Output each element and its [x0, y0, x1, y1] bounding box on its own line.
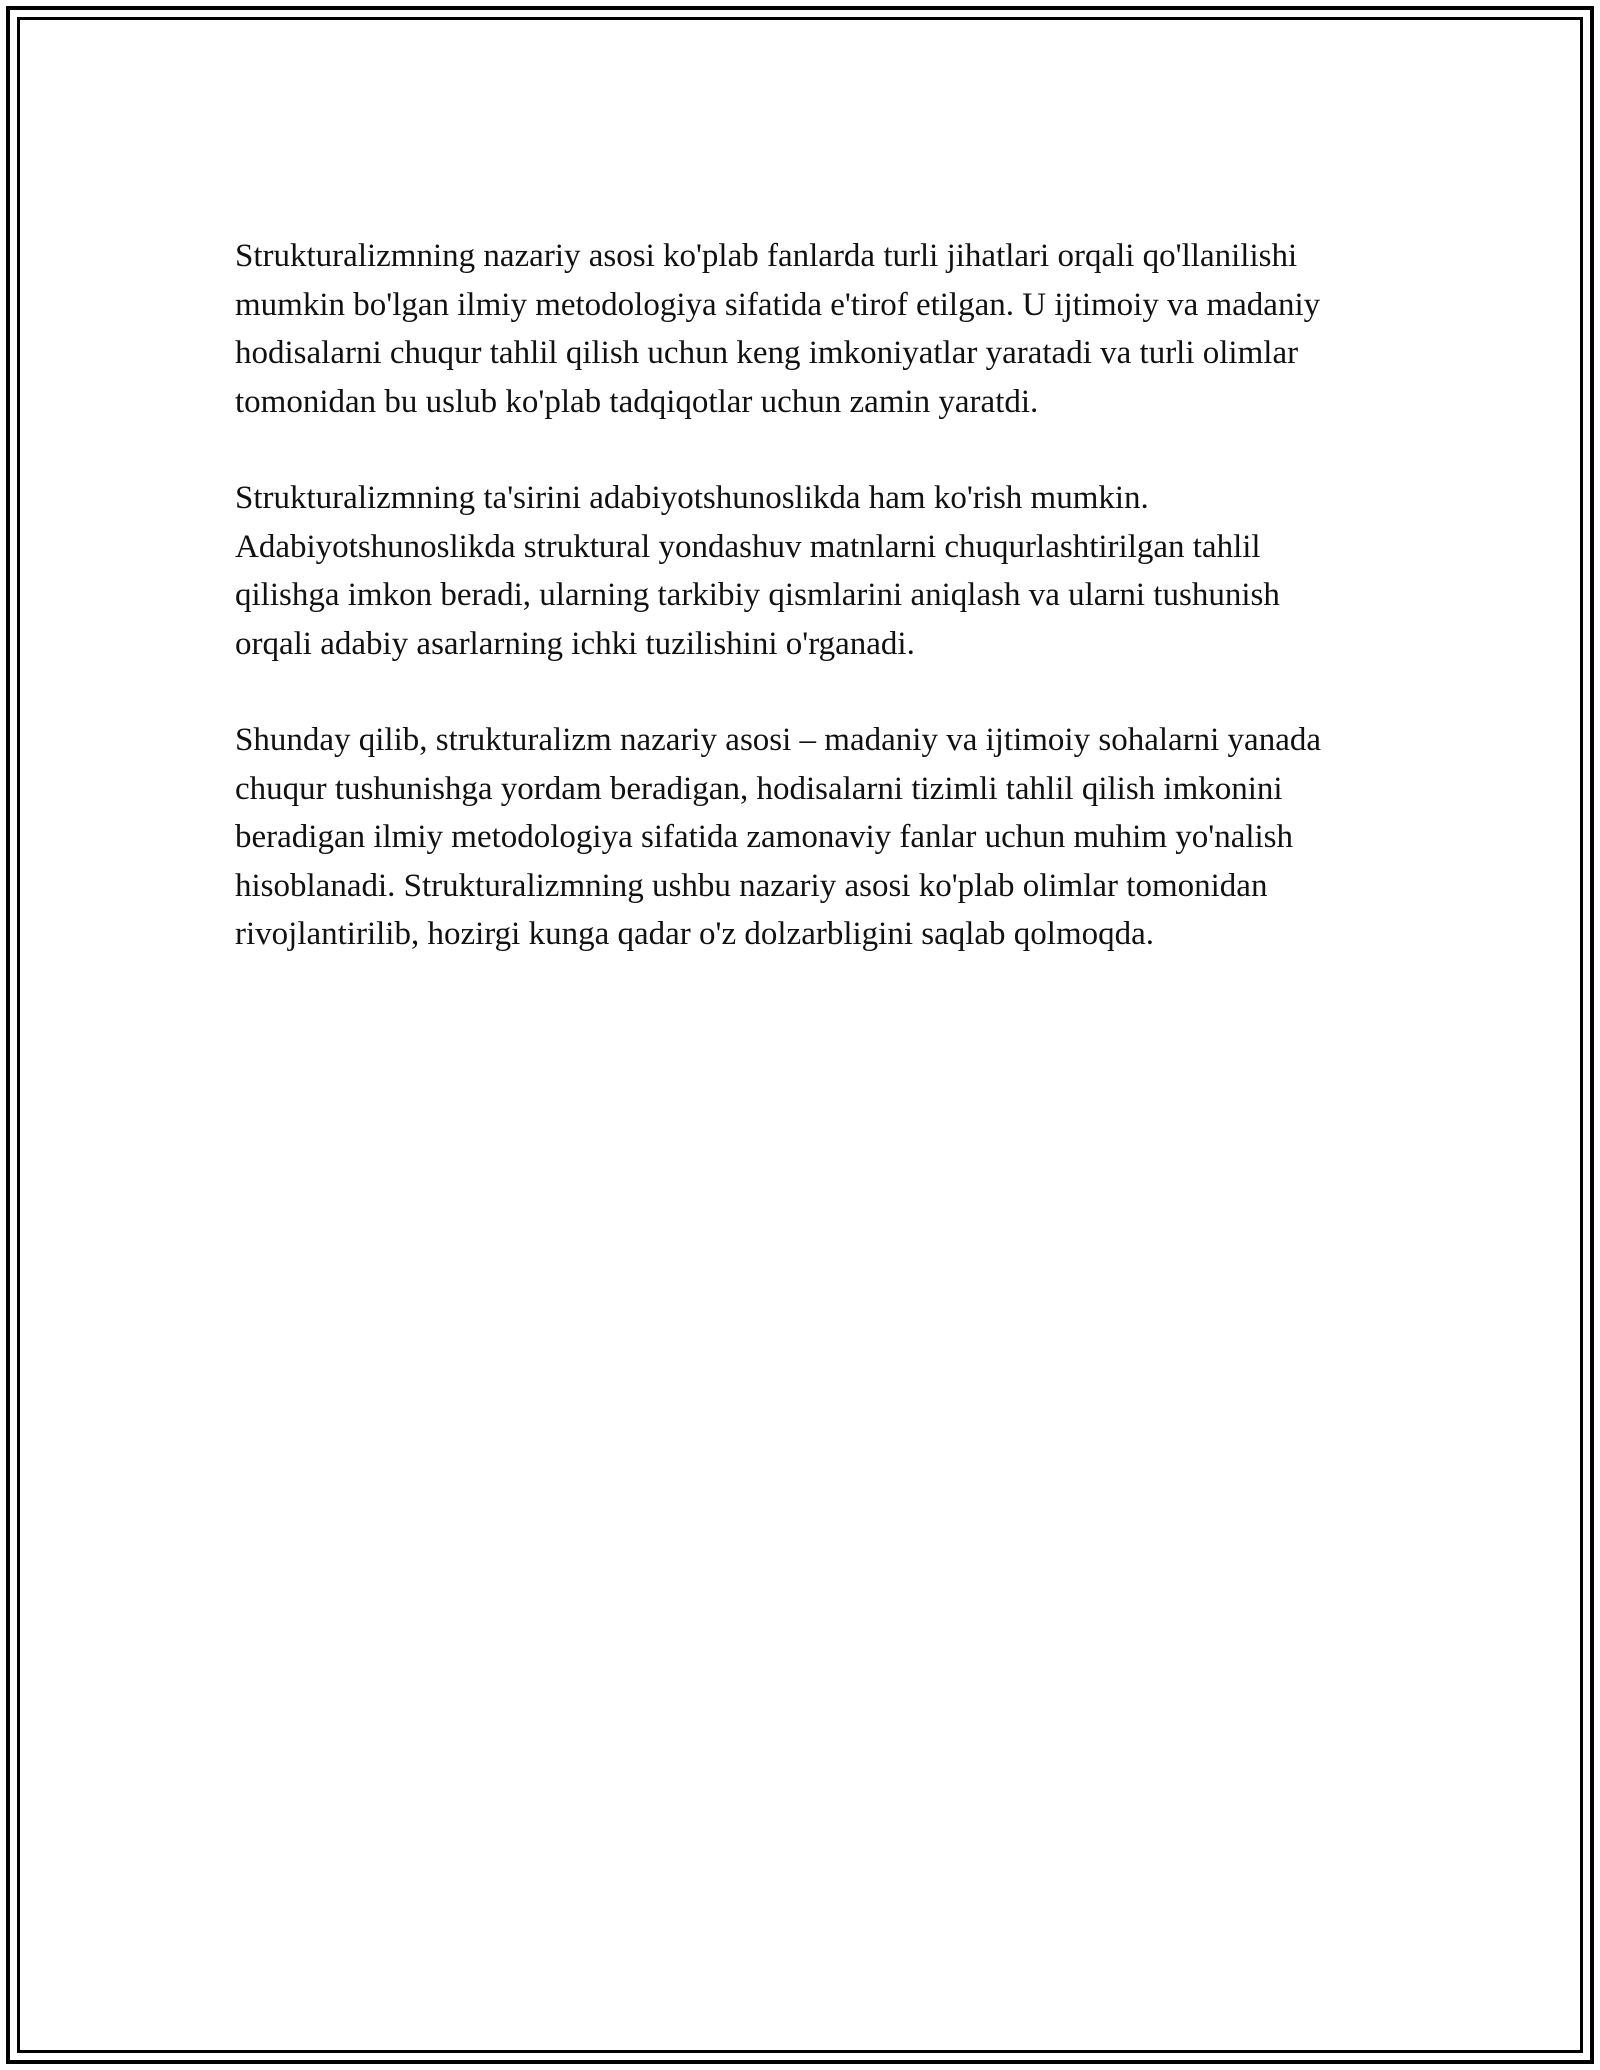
paragraph-1: Strukturalizmning nazariy asosi ko'plab fanlarda turli jihatlari orqali qo'llanilishi mumkin bo'lgan ilmiy metodologiya sifatida e'tirof etilgan. U ijtimoiy va madaniy hodisalarni chuqur tahlil qilish uchun keng imkoniyatlar yaratadi va turli olimlar tomonidan bu uslub ko'plab tadqiqotlar uchun zamin yaratdi.: [235, 238, 1321, 420]
paragraph-2: Strukturalizmning ta'sirini adabiyotshunoslikda ham ko'rish mumkin. Adabiyotshunoslikda struktural yondashuv matnlarni chuqurlashtirilgan tahlil qilishga imkon beradi, ularning tarkibiy qismlarini aniqlash va ularni tushunish orqali adabiy asarlarning ichki tuzilishini o'rganadi.: [235, 480, 1280, 662]
document-body: [235, 232, 1365, 1007]
paragraph-3: Shunday qilib, strukturalizm nazariy asosi – madaniy va ijtimoiy sohalarni yanada chuqur tushunishga yordam beradigan, hodisalarni tizimli tahlil qilish imkonini beradigan ilmiy metodologiya sifatida zamonaviy fanlar uchun muhim yo'nalish hisoblanadi. Strukturalizmning ushbu nazariy asosi ko'plab olimlar tomonidan rivojlantirilib, hozirgi kunga qadar o'z dolzarbligini saqlab qolmoqda.: [235, 722, 1322, 952]
